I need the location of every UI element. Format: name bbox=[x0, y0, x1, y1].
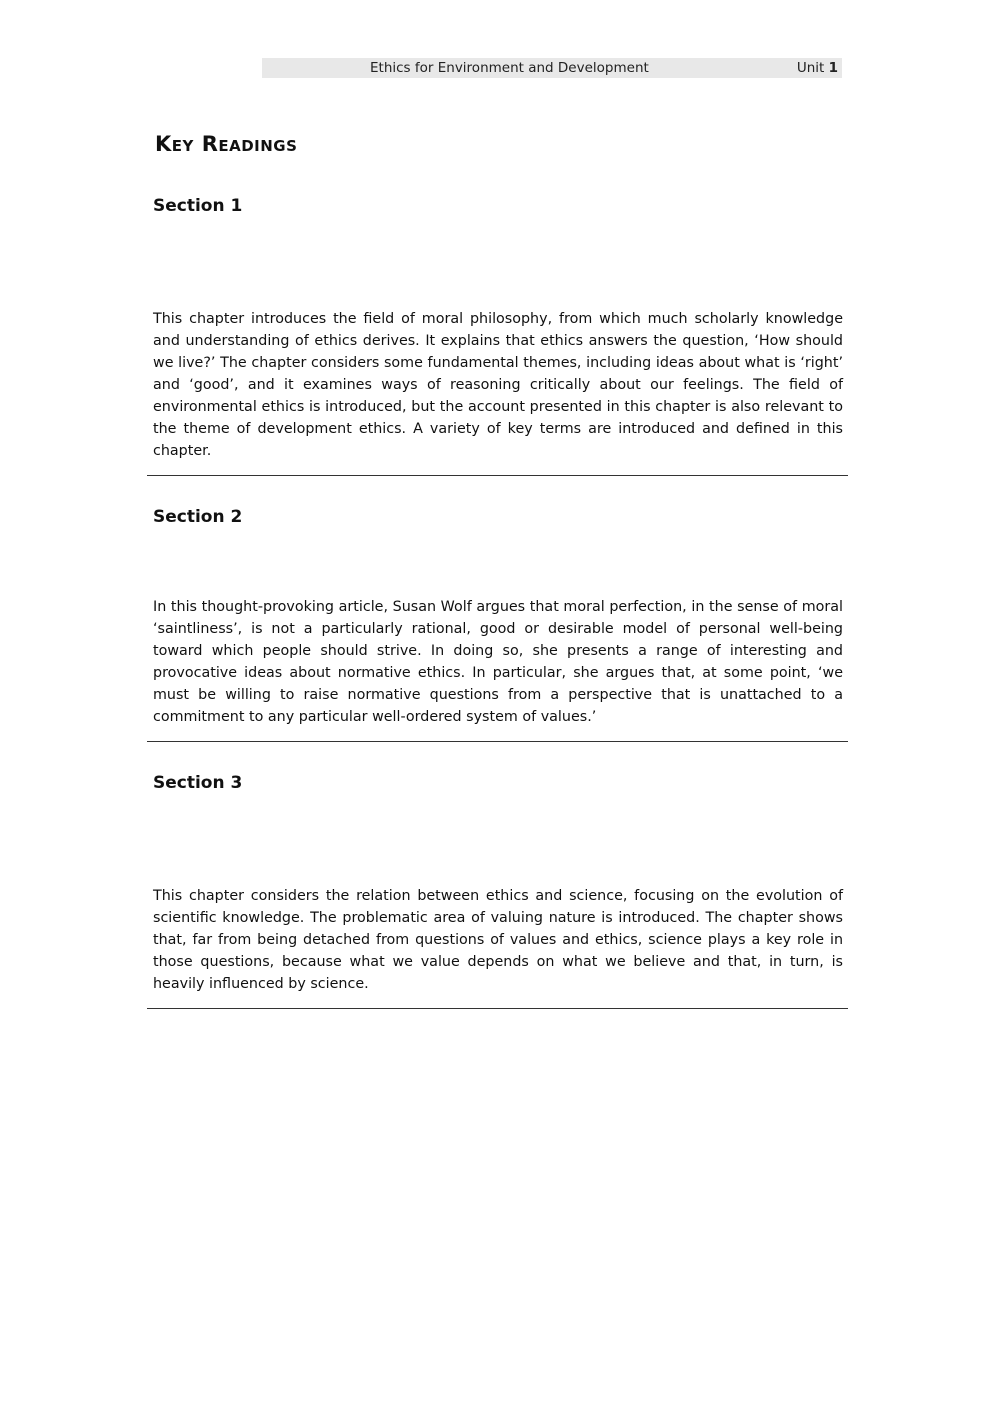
page-title: Key Readings bbox=[155, 132, 298, 156]
running-header bbox=[262, 58, 842, 78]
section-1-text: This chapter introduces the field of moral philosophy, from which much scholarly knowledge and understanding of ethics derives. It explains that ethics answers the question, ‘How should we live?’ The chapter considers some fundamental themes, including ideas about what is ‘right’ and ‘good’, and it examines ways of reasoning critically about our feelings. The field of environmental ethics is introduced, but the account presented in this chapter is also relevant to the theme of development ethics. A variety of key terms are introduced and defined in this chapter. bbox=[153, 311, 843, 459]
section-2-text: In this thought-provoking article, Susan Wolf argues that moral perfection, in the sense of moral ‘saintliness’, is not a particularly rational, good or desirable model of personal well-being toward which people should strive. In doing so, she presents a range of interesting and provocative ideas about normative ethics. In particular, she argues that, at some point, ‘we must be willing to raise normative questions from a perspective that is unattached to a commitment to any particular well-ordered system of values.’ bbox=[153, 599, 843, 725]
divider bbox=[147, 1008, 848, 1009]
header-unit: Unit 1 bbox=[796, 60, 838, 76]
section-3-heading: Section 3 bbox=[153, 773, 243, 793]
divider bbox=[147, 475, 848, 476]
divider bbox=[147, 741, 848, 742]
section-3-text: This chapter considers the relation between ethics and science, focusing on the evolution of scientific knowledge. The problematic area of valuing nature is introduced. The chapter shows that, far from being detached from questions of values and ethics, science plays a key role in those questions, because what we value depends on what we believe and that, in turn, is heavily influenced by science. bbox=[153, 888, 843, 992]
section-1-heading: Section 1 bbox=[153, 196, 243, 216]
section-2-heading: Section 2 bbox=[153, 507, 243, 527]
header-title: Ethics for Environment and Development bbox=[370, 60, 649, 76]
